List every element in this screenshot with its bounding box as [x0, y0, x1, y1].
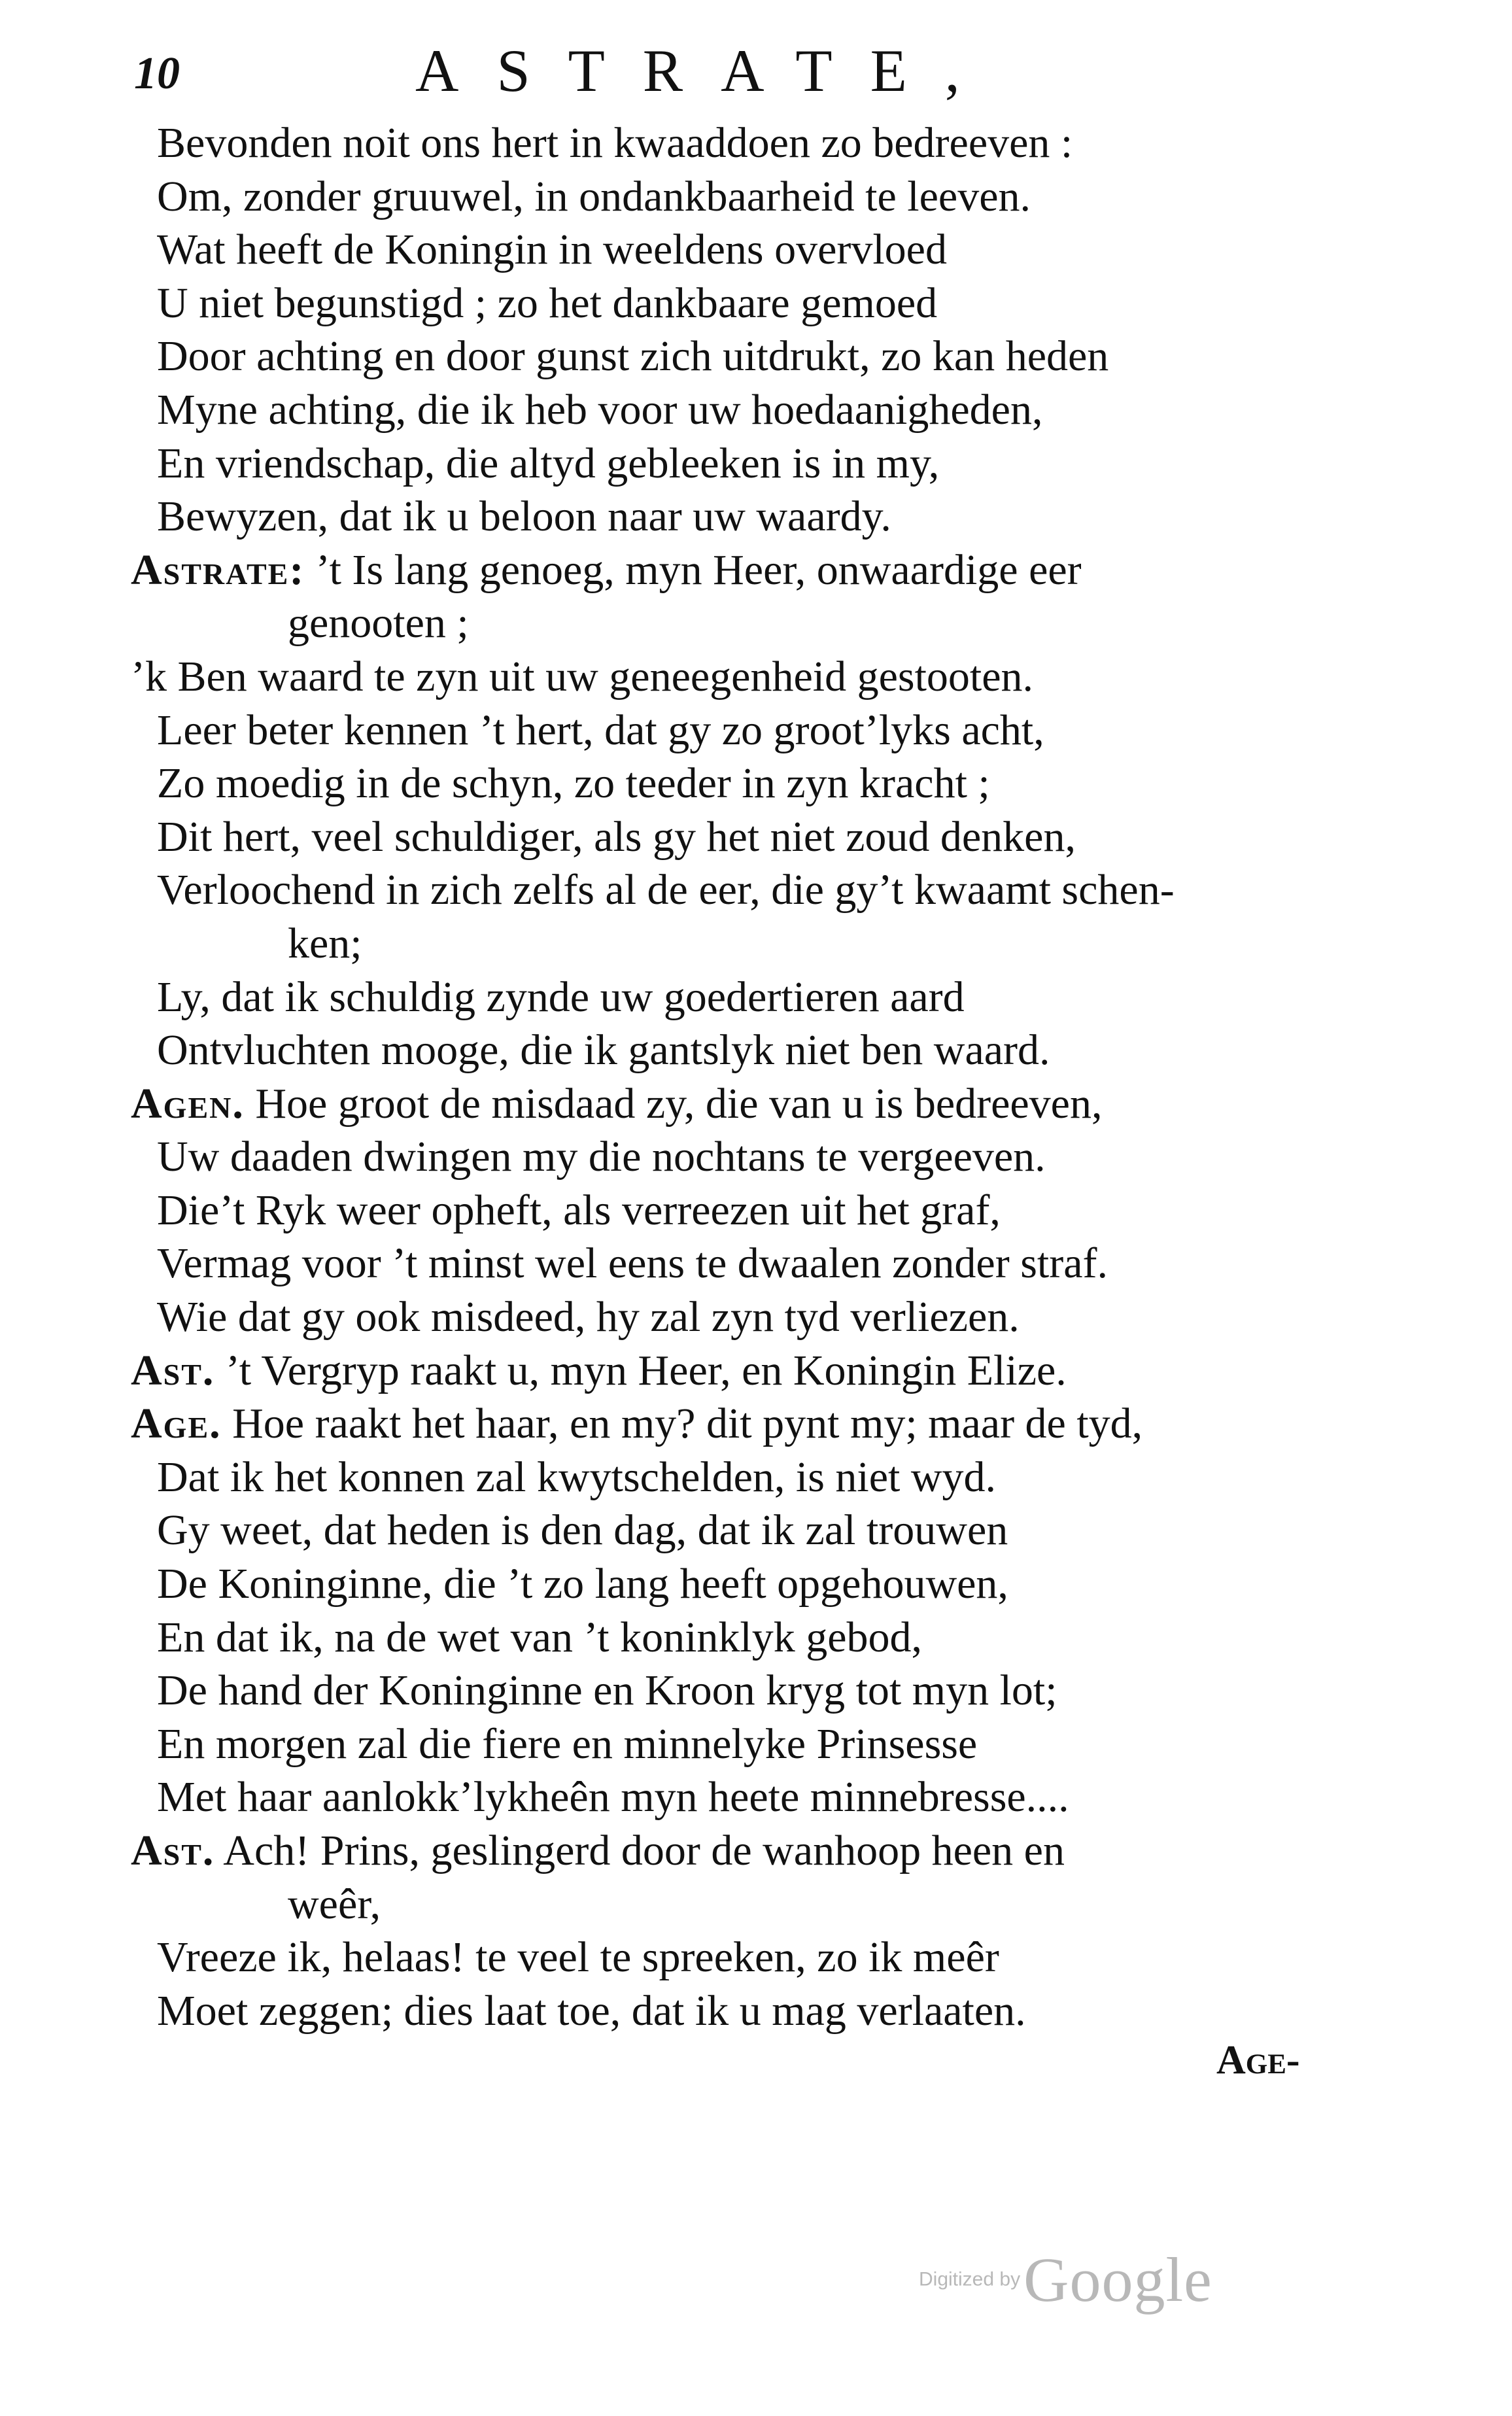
- verse-line-text: Die’t Ryk weer opheft, als verreezen uit het graf,: [157, 1186, 1001, 1234]
- verse-line: [131, 1717, 1373, 1771]
- verse-line-text: U niet begunstigd ; zo het dankbaare gemoed: [157, 279, 938, 327]
- verse-line-text: weêr,: [288, 1880, 381, 1928]
- verse-line: [131, 1451, 1373, 1504]
- verse-line: [131, 1130, 1373, 1184]
- verse-line: [131, 1184, 1373, 1237]
- verse-line: [131, 917, 1373, 971]
- verse-line: [131, 1024, 1373, 1077]
- catchword: Age-: [1216, 2038, 1300, 2082]
- verse-line: [131, 1931, 1373, 1984]
- verse-line: [131, 1397, 1373, 1451]
- verse-line-text: Dit hert, veel schuldiger, als gy het niet zoud denken,: [157, 812, 1076, 861]
- verse-line-text: Ontvluchten mooge, die ik gantslyk niet ben waard.: [157, 1026, 1050, 1075]
- speaker-name: Age.: [131, 1400, 222, 1448]
- verse-line-text: De hand der Koninginne en Kroon kryg tot myn lot;: [157, 1666, 1057, 1715]
- running-title: ASTRATE,: [415, 37, 998, 104]
- verse-line: [131, 971, 1373, 1024]
- verse-text-block: [131, 116, 1373, 2037]
- verse-line: [131, 1611, 1373, 1665]
- verse-line-text: En vriendschap, die altyd gebleeken is in my,: [157, 439, 940, 487]
- verse-line: [131, 704, 1373, 757]
- verse-line-text: Ly, dat ik schuldig zynde uw goedertieren aard: [157, 973, 965, 1021]
- verse-line: [131, 1770, 1373, 1824]
- verse-line: [131, 277, 1373, 330]
- verse-line: [131, 1237, 1373, 1290]
- verse-line: [131, 757, 1373, 810]
- verse-line-text: ’k Ben waard te zyn uit uw geneegenheid gestooten.: [131, 652, 1034, 700]
- verse-line: [131, 1984, 1373, 2038]
- verse-line-text: Zo moedig in de schyn, zo teeder in zyn kracht ;: [157, 759, 990, 808]
- verse-line: [131, 544, 1373, 597]
- verse-line: [131, 1077, 1373, 1131]
- watermark-prefix: Digitized by: [919, 2268, 1021, 2290]
- verse-line-text: Myne achting, die ik heb voor uw hoedaanigheden,: [157, 385, 1043, 434]
- verse-line: [131, 490, 1373, 544]
- verse-line-text: Vermag voor ’t minst wel eens te dwaalen zonder straf.: [157, 1239, 1108, 1288]
- verse-line: [131, 1290, 1373, 1344]
- verse-line: [131, 1824, 1373, 1878]
- google-logo: Google: [1023, 2245, 1212, 2315]
- verse-line: [131, 810, 1373, 864]
- verse-line: [131, 383, 1373, 437]
- verse-line-text: ’t Is lang genoeg, myn Heer, onwaardige eer: [305, 545, 1082, 594]
- verse-line-text: Bevonden noit ons hert in kwaaddoen zo bedreeven :: [157, 119, 1073, 167]
- verse-line-text: En dat ik, na de wet van ’t koninklyk gebod,: [157, 1613, 923, 1661]
- page-header: [134, 36, 1377, 114]
- speaker-name: Agen.: [131, 1079, 245, 1128]
- verse-line: [131, 863, 1373, 917]
- verse-line-text: Verloochend in zich zelfs al de eer, die gy’t kwaamt schen-: [157, 866, 1175, 914]
- verse-line-text: genooten ;: [288, 599, 469, 647]
- verse-line-text: Leer beter kennen ’t hert, dat gy zo groot’lyks acht,: [157, 706, 1044, 754]
- verse-line-text: ken;: [288, 919, 362, 967]
- speaker-name: Astrate:: [131, 545, 305, 594]
- verse-line-text: Door achting en door gunst zich uitdrukt, zo kan heden: [157, 332, 1109, 381]
- verse-line-text: Moet zeggen; dies laat toe, dat ik u mag verlaaten.: [157, 1986, 1026, 2035]
- verse-line: [131, 223, 1373, 277]
- verse-line-text: Uw daaden dwingen my die nochtans te vergeeven.: [157, 1133, 1046, 1181]
- verse-line: [131, 1504, 1373, 1557]
- digitization-watermark: [919, 2243, 1212, 2316]
- verse-line: [131, 437, 1373, 491]
- verse-line: [131, 596, 1373, 650]
- verse-line-text: Om, zonder gruuwel, in ondankbaarheid te leeven.: [157, 172, 1031, 220]
- verse-line-text: Gy weet, dat heden is den dag, dat ik zal trouwen: [157, 1506, 1008, 1555]
- verse-line-text: En morgen zal die fiere en minnelyke Prinsesse: [157, 1719, 978, 1768]
- verse-line-text: Hoe groot de misdaad zy, die van u is bedreeven,: [244, 1079, 1103, 1128]
- speaker-name: Ast.: [131, 1827, 215, 1874]
- verse-line: [131, 650, 1373, 704]
- verse-line-text: De Koninginne, die ’t zo lang heeft opgehouwen,: [157, 1560, 1008, 1608]
- verse-line-text: Hoe raakt het haar, en my? dit pynt my; maar de tyd,: [221, 1400, 1143, 1448]
- verse-line-text: ’t Vergryp raakt u, myn Heer, en Koningin Elize.: [215, 1346, 1067, 1394]
- verse-line: [131, 116, 1373, 170]
- speaker-name: Ast.: [131, 1346, 215, 1394]
- page-number: 10: [134, 48, 180, 99]
- verse-line: [131, 1557, 1373, 1611]
- verse-line: [131, 1344, 1373, 1398]
- verse-line-text: Dat ik het konnen zal kwytschelden, is niet wyd.: [157, 1453, 997, 1501]
- verse-line-text: Wie dat gy ook misdeed, hy zal zyn tyd verliezen.: [157, 1293, 1020, 1341]
- verse-line: [131, 1664, 1373, 1717]
- verse-line-text: Wat heeft de Koningin in weeldens overvloed: [157, 226, 947, 274]
- verse-line: [131, 170, 1373, 224]
- verse-line-text: Bewyzen, dat ik u beloon naar uw waardy.: [157, 492, 891, 541]
- verse-line: [131, 330, 1373, 383]
- verse-line-text: Vreeze ik, helaas! te veel te spreeken, zo ik meêr: [157, 1933, 999, 1982]
- verse-line: [131, 1878, 1373, 1931]
- verse-line-text: Ach! Prins, geslingerd door de wanhoop heen en: [215, 1827, 1065, 1874]
- verse-line-text: Met haar aanlokk’lykheên myn heete minnebresse....: [157, 1773, 1069, 1821]
